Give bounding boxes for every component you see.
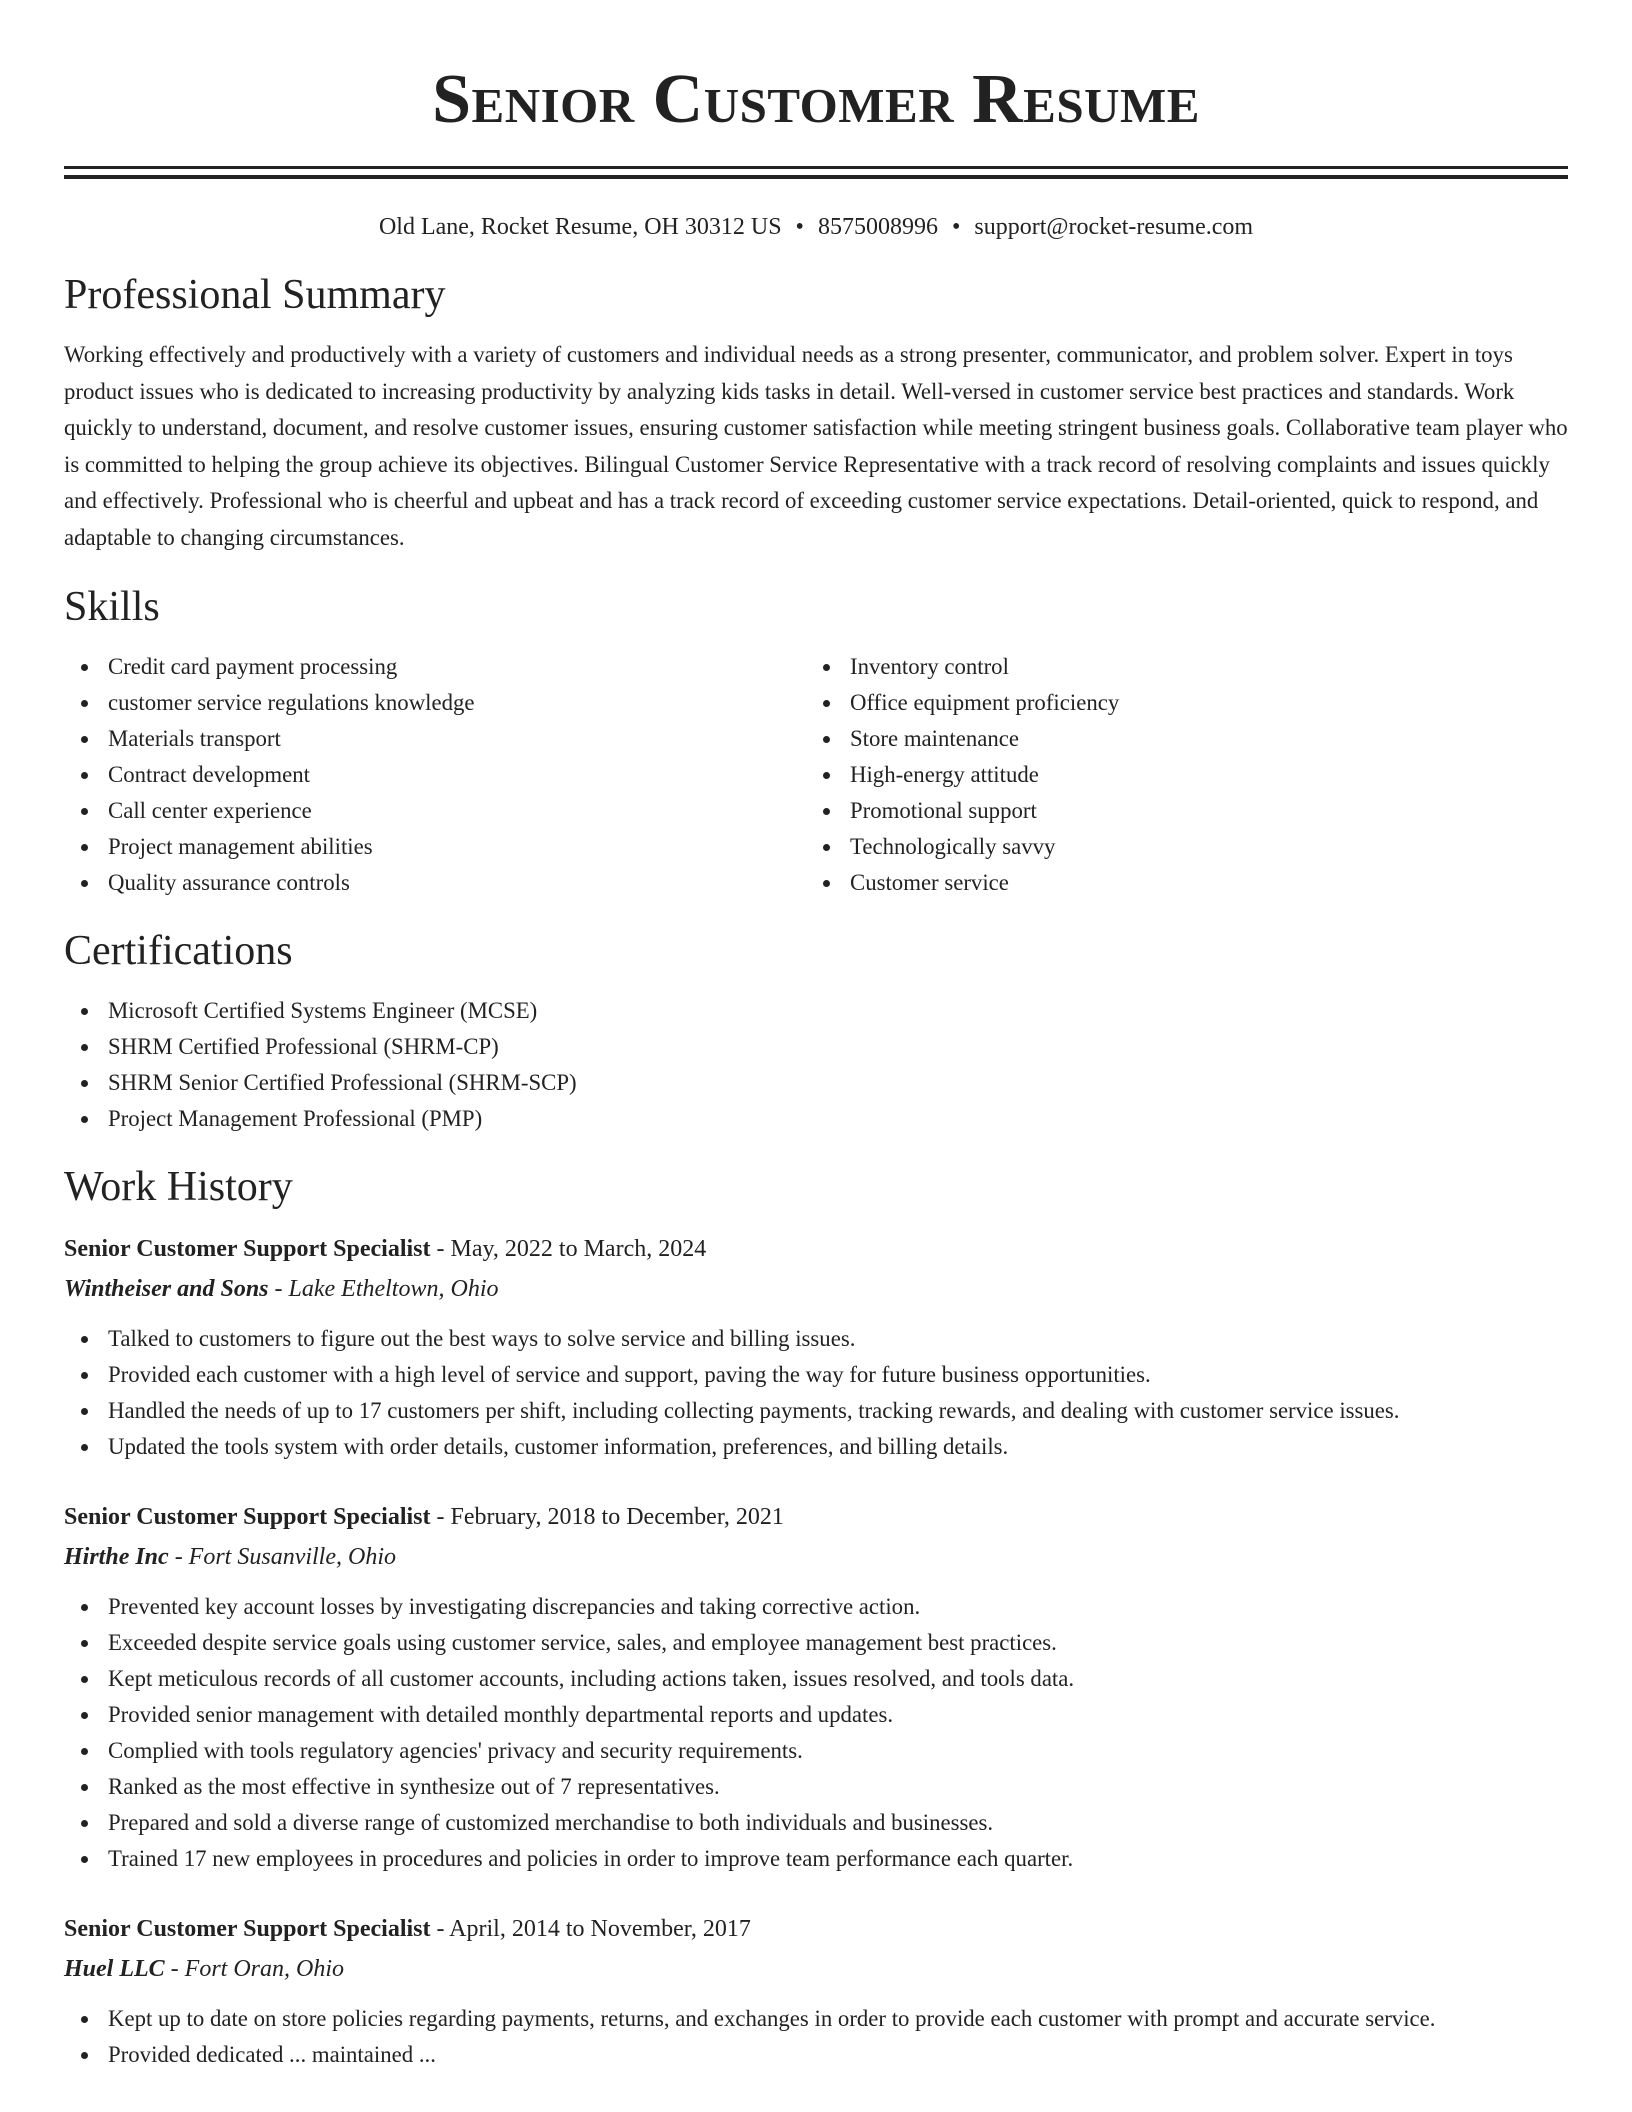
- company-location: - Fort Oran, Ohio: [164, 1955, 345, 1982]
- job-duties-list: [64, 2001, 1568, 2073]
- job-title: Senior Customer Support Specialist: [64, 1235, 431, 1262]
- job-duty: Ranked as the most effective in synthesize out of 7 representatives.: [64, 1769, 1568, 1805]
- certification-item: SHRM Senior Certified Professional (SHRM-SCP): [64, 1065, 1568, 1101]
- summary-text: Working effectively and productively with a variety of customers and individual needs as a strong presenter, communicator, and problem solver. Expert in toys product issues who is dedicated to increasing productivity by analyzing kids tasks in detail. Well-versed in customer service best practices and standards. Work quickly to understand, document, and resolve customer issues, ensuring customer satisfaction while meeting stringent business goals. Collaborative team player who is committed to helping the group achieve its objectives. Bilingual Customer Service Representative with a track record of resolving complaints and issues quickly and effectively. Professional who is cheerful and upbeat and has a track record of exceeding customer service expectations. Detail-oriented, quick to respond, and adaptable to changing circumstances.: [64, 342, 1568, 550]
- company-name: Wintheiser and Sons: [64, 1275, 269, 1302]
- job-title: Senior Customer Support Specialist: [64, 1915, 431, 1942]
- certifications-list: [64, 993, 1568, 1137]
- job-duties-list: [64, 1321, 1568, 1465]
- skill-item: Call center experience: [64, 793, 806, 829]
- skill-item: Inventory control: [806, 649, 1548, 685]
- job-duty: Handled the needs of up to 17 customers per shift, including collecting payments, tracking rewards, and dealing with customer service issues.: [64, 1393, 1568, 1429]
- job-duty: Exceeded despite service goals using customer service, sales, and employee management best practices.: [64, 1625, 1568, 1661]
- skills-heading: Skills: [64, 583, 160, 630]
- job-dates: - February, 2018 to December, 2021: [430, 1503, 784, 1530]
- resume-title: Senior Customer Resume: [432, 61, 1200, 138]
- job-duty: Provided each customer with a high level of service and support, paving the way for future business opportunities.: [64, 1357, 1568, 1393]
- certification-item: Microsoft Certified Systems Engineer (MCSE): [64, 993, 1568, 1029]
- skill-item: Customer service: [806, 865, 1548, 901]
- skill-item: Store maintenance: [806, 721, 1548, 757]
- skills-left-column: [64, 649, 806, 901]
- job-duty: Provided dedicated ... maintained ...: [64, 2037, 1568, 2073]
- job-duty: Updated the tools system with order details, customer information, preferences, and billing details.: [64, 1429, 1568, 1465]
- company-name: Huel LLC: [64, 1955, 165, 1982]
- company-line: [64, 1949, 1568, 1989]
- job-duty: Complied with tools regulatory agencies' privacy and security requirements.: [64, 1733, 1568, 1769]
- skill-item: Contract development: [64, 757, 806, 793]
- skill-item: Office equipment proficiency: [806, 685, 1548, 721]
- summary-heading: Professional Summary: [64, 272, 446, 318]
- certification-item: SHRM Certified Professional (SHRM-CP): [64, 1029, 1568, 1065]
- skills-right-column: [806, 649, 1548, 901]
- company-location: - Fort Susanville, Ohio: [168, 1543, 396, 1570]
- certifications-heading: Certifications: [64, 927, 293, 974]
- contact-email: support@rocket-resume.com: [974, 214, 1254, 240]
- contact-separator: •: [951, 214, 961, 240]
- job-duty: Trained 17 new employees in procedures and policies in order to improve team performance each quarter.: [64, 1841, 1568, 1877]
- job-title-line: [64, 1229, 1568, 1269]
- company-line: [64, 1269, 1568, 1309]
- job-dates: - May, 2022 to March, 2024: [430, 1235, 707, 1262]
- job-dates: - April, 2014 to November, 2017: [430, 1915, 751, 1942]
- skill-item: Credit card payment processing: [64, 649, 806, 685]
- skills-section: [64, 579, 1568, 901]
- title-divider-bottom: [64, 175, 1568, 179]
- skill-item: Technologically savvy: [806, 829, 1548, 865]
- contact-phone: 8575008996: [817, 214, 938, 240]
- certifications-section: [64, 923, 1568, 1137]
- summary-section: [64, 267, 1568, 557]
- company-location: - Lake Etheltown, Ohio: [268, 1275, 499, 1302]
- contact-separator: •: [795, 214, 804, 240]
- job-duty: Kept meticulous records of all customer accounts, including actions taken, issues resolved, and tools data.: [64, 1661, 1568, 1697]
- skill-item: Materials transport: [64, 721, 806, 757]
- job-title: Senior Customer Support Specialist: [64, 1503, 431, 1530]
- skill-item: Project management abilities: [64, 829, 806, 865]
- company-line: [64, 1537, 1568, 1577]
- job-duty: Kept up to date on store policies regarding payments, returns, and exchanges in order to provide each customer with prompt and accurate service.: [64, 2001, 1568, 2037]
- work-history-heading: Work History: [64, 1163, 293, 1210]
- job-duty: Prepared and sold a diverse range of customized merchandise to both individuals and businesses.: [64, 1805, 1568, 1841]
- job-duty: Talked to customers to figure out the best ways to solve service and billing issues.: [64, 1321, 1568, 1357]
- job-duties-list: [64, 1589, 1568, 1877]
- skill-item: customer service regulations knowledge: [64, 685, 806, 721]
- job-entry: [64, 1229, 1568, 1465]
- contact-address: Old Lane, Rocket Resume, OH 30312 US: [378, 214, 782, 240]
- company-name: Hirthe Inc: [64, 1543, 169, 1570]
- skills-columns: [64, 649, 1568, 901]
- work-history-section: [64, 1159, 1568, 2073]
- job-entry: [64, 1909, 1568, 2073]
- job-title-line: [64, 1909, 1568, 1949]
- skill-item: Promotional support: [806, 793, 1548, 829]
- contact-line: [64, 211, 1568, 243]
- title-divider-top: [64, 166, 1568, 169]
- job-duty: Prevented key account losses by investigating discrepancies and taking corrective action.: [64, 1589, 1568, 1625]
- job-duty: Provided senior management with detailed monthly departmental reports and updates.: [64, 1697, 1568, 1733]
- skill-item: High-energy attitude: [806, 757, 1548, 793]
- job-title-line: [64, 1497, 1568, 1537]
- job-entry: [64, 1497, 1568, 1877]
- certification-item: Project Management Professional (PMP): [64, 1101, 1568, 1137]
- skill-item: Quality assurance controls: [64, 865, 806, 901]
- resume-page: [64, 0, 1568, 2073]
